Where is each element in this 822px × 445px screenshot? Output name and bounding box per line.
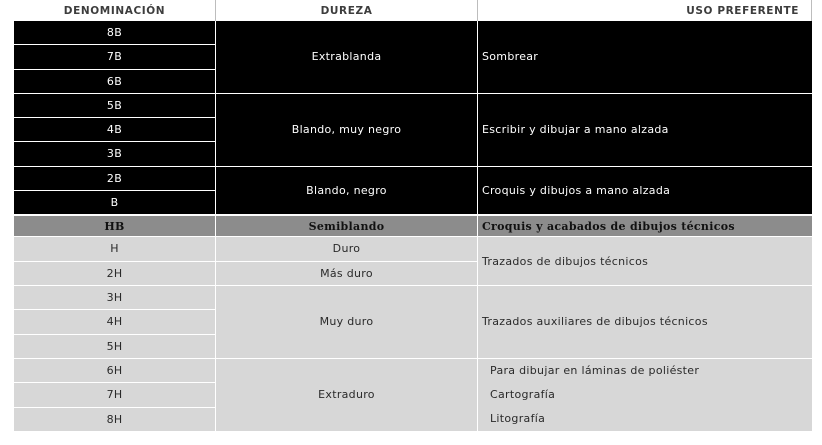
use-cell-croquis-acabados: Croquis y acabados de dibujos técnicos	[478, 215, 812, 237]
use-item-cartografia: Cartografía	[490, 387, 556, 401]
header-uso-preferente: USO PREFERENTE	[478, 0, 812, 21]
grade-cell-2b: 2B	[14, 167, 216, 191]
use-cell-escribir: Escribir y dibujar a mano alzada	[478, 94, 812, 167]
grade-cell-5h: 5H	[14, 335, 216, 359]
hardness-cell-muy-duro: Muy duro	[216, 286, 478, 359]
grade-cell-b: B	[14, 191, 216, 215]
use-cell-trazados: Trazados de dibujos técnicos	[478, 237, 812, 286]
hardness-cell-duro: Duro	[216, 237, 478, 262]
grade-cell-hb: HB	[14, 215, 216, 237]
use-cell-sombrear: Sombrear	[478, 21, 812, 94]
use-cell-croquis: Croquis y dibujos a mano alzada	[478, 167, 812, 216]
grade-cell-3h: 3H	[14, 286, 216, 310]
grade-cell-3b: 3B	[14, 142, 216, 166]
use-cell-trazados-auxiliares: Trazados auxiliares de dibujos técnicos	[478, 286, 812, 359]
grade-cell-8b: 8B	[14, 21, 216, 45]
grade-cell-6b: 6B	[14, 70, 216, 94]
use-item-poliester: Para dibujar en láminas de poliéster	[490, 363, 700, 377]
pencil-hardness-table	[14, 0, 812, 445]
grade-cell-8h: 8H	[14, 408, 216, 432]
grade-cell-5b: 5B	[14, 94, 216, 118]
hardness-cell-blando-negro: Blando, negro	[216, 167, 478, 216]
grade-cell-7h: 7H	[14, 383, 216, 407]
grade-cell-7b: 7B	[14, 45, 216, 69]
grade-cell-4h: 4H	[14, 310, 216, 334]
hardness-cell-blando-muy-negro: Blando, muy negro	[216, 94, 478, 167]
header-dureza: DUREZA	[216, 0, 478, 21]
grade-cell-6h: 6H	[14, 359, 216, 383]
use-cell-extraduro-list	[478, 359, 812, 432]
hardness-cell-semiblando: Semiblando	[216, 215, 478, 237]
use-item-litografia: Litografía	[490, 411, 546, 425]
hardness-cell-extraduro: Extraduro	[216, 359, 478, 432]
grade-cell-4b: 4B	[14, 118, 216, 142]
hardness-cell-extrablanda: Extrablanda	[216, 21, 478, 94]
grade-cell-h: H	[14, 237, 216, 262]
header-denominacion: DENOMINACIÓN	[14, 0, 216, 21]
grade-cell-2h: 2H	[14, 262, 216, 287]
hardness-cell-mas-duro: Más duro	[216, 262, 478, 287]
